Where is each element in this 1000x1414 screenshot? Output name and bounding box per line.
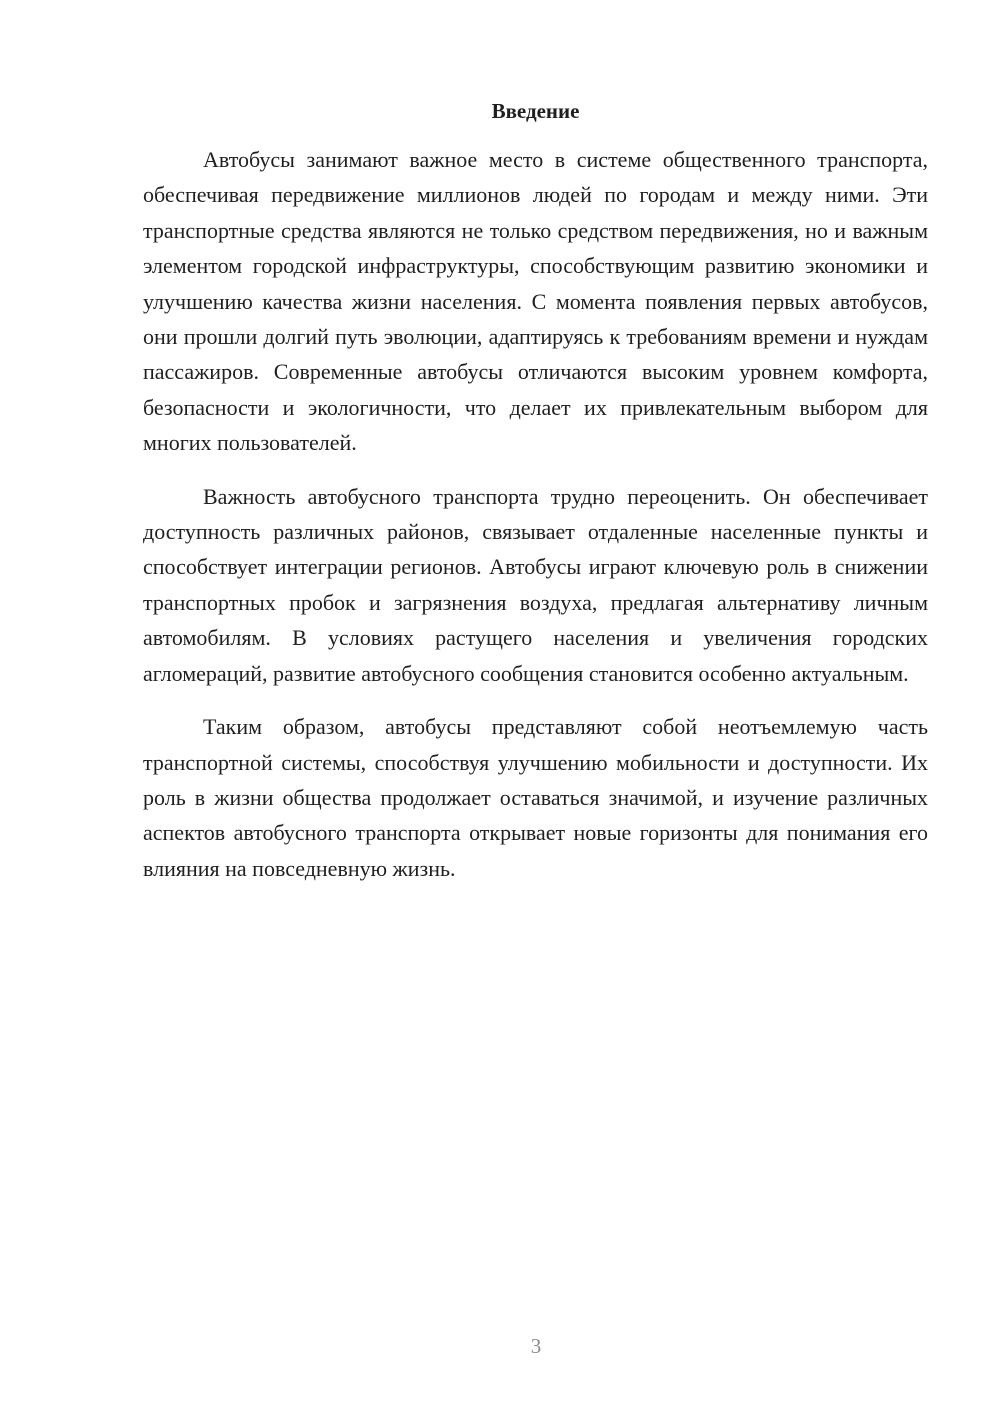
section-heading xyxy=(143,96,928,126)
paragraph-3: Таким образом, автобусы представляют собой неотъемлемую часть транспортной системы, способствуя улучшению мобильности и доступности. Их роль в жизни общества продолжает оставаться значимой, и изучение различных аспектов автобусного транспорта открывает новые горизонты для понимания его влияния на повседневную жизнь. xyxy=(143,714,928,881)
document-body xyxy=(143,142,928,904)
paragraph-2: Важность автобусного транспорта трудно переоценить. Он обеспечивает доступность различных районов, связывает отдаленные населенные пункты и способствует интеграции регионов. Автобусы играют ключевую роль в снижении транспортных пробок и загрязнения воздуха, предлагая альтернативу личным автомобилям. В условиях растущего населения и увеличения городских агломераций, развитие автобусного сообщения становится особенно актуальным. xyxy=(143,483,928,686)
section-heading-text: Введение xyxy=(491,99,580,123)
page-number: 3 xyxy=(530,1334,542,1358)
paragraph-1: Автобусы занимают важное место в системе общественного транспорта, обеспечивая передвижение миллионов людей по городам и между ними. Эти транспортные средства являются не только средством передвижения, но и важным элементом городской инфраструктуры, способствующим развитию экономики и улучшению качества жизни населения. С момента появления первых автобусов, они прошли долгий путь эволюции, адаптируясь к требованиям времени и нуждам пассажиров. Современные автобусы отличаются высоким уровнем комфорта, безопасности и экологичности, что делает их привлекательным выбором для многих пользователей. xyxy=(143,147,928,456)
